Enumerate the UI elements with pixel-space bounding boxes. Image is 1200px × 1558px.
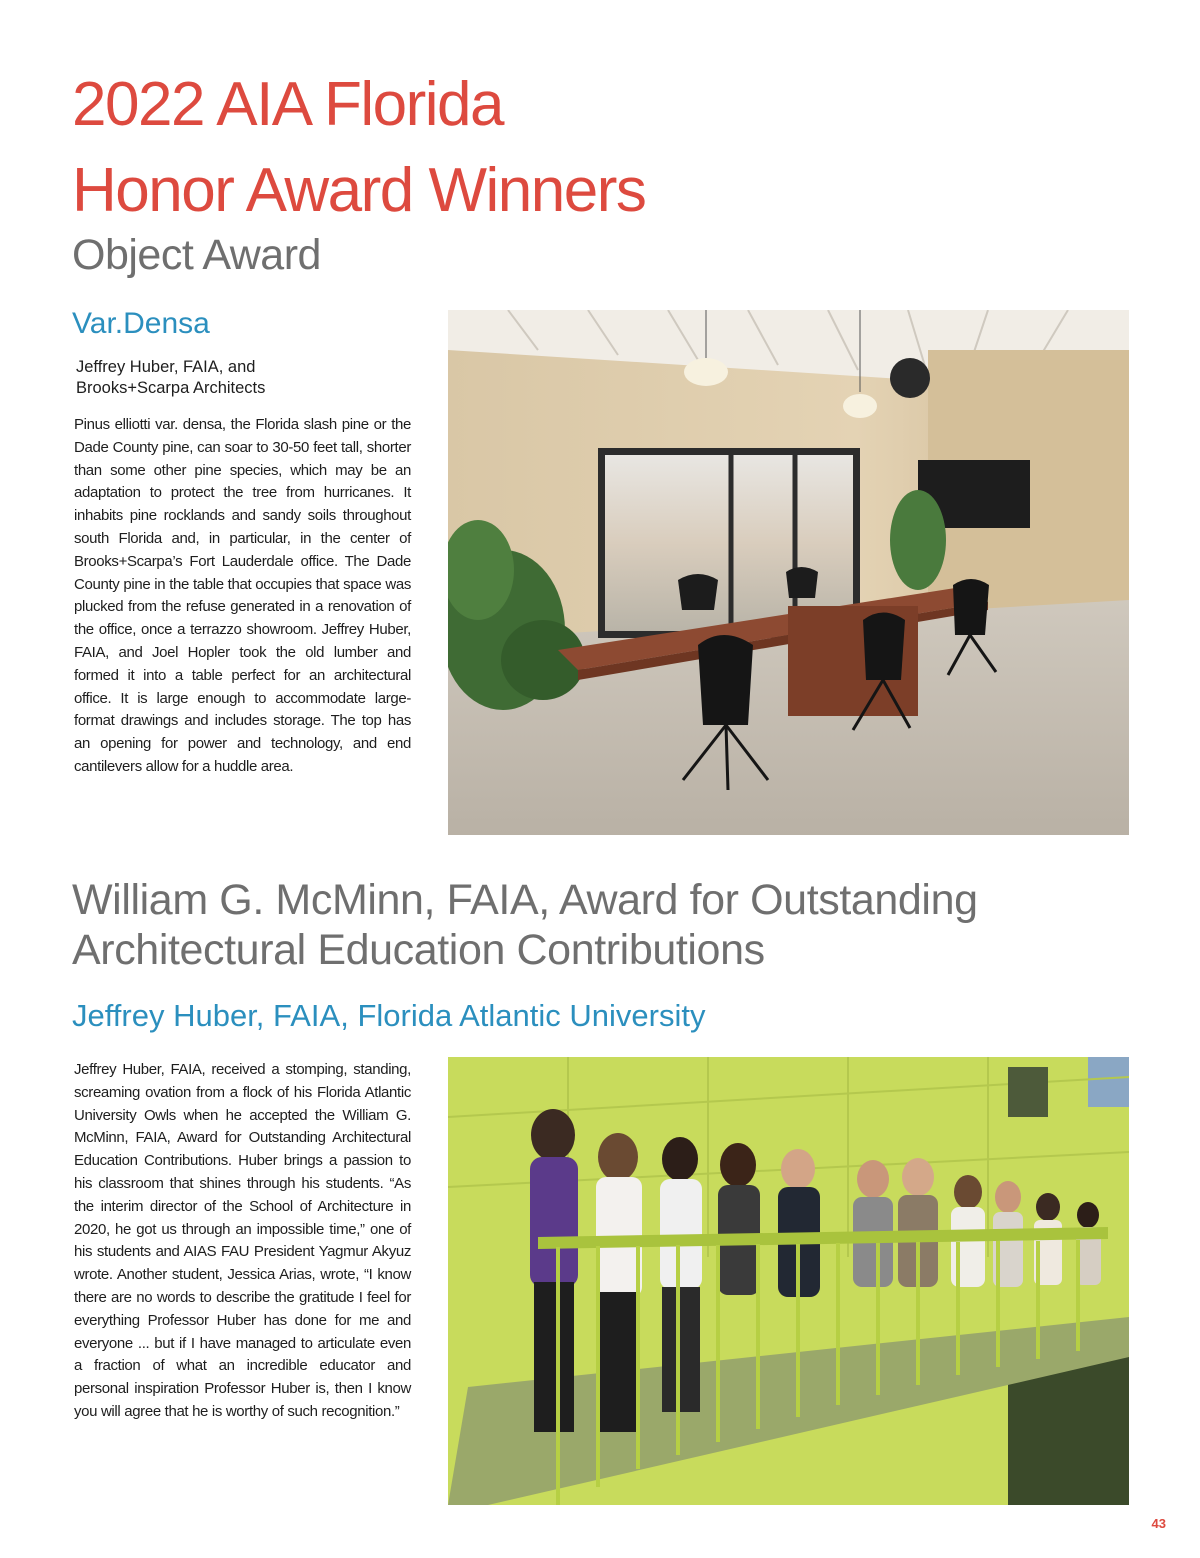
page-title-line-1: 2022 AIA Florida	[72, 70, 503, 139]
conference-room-photo	[448, 310, 1129, 835]
section-subtitle: Object Award	[72, 231, 321, 279]
project-name: Var.Densa	[72, 307, 210, 340]
award-heading	[72, 875, 978, 975]
award-heading-line-1: William G. McMinn, FAIA, Award for Outstanding	[72, 876, 978, 924]
object-award-body: Pinus elliotti var. densa, the Florida slash pine or the Dade County pine, can soar to 30-50 feet tall, shorter than some other pine species, which may be an adaptation to protect the tree from hurricanes. It inhabits pine rocklands and sandy soils throughout south Florida and, in particular, in the center of Brooks+Scarpa’s Fort Lauderdale office. The Dade County pine in the table that occupies that space was plucked from the refuse generated in a renovation of the office, once a terrazzo showroom. Jeffrey Huber, FAIA, and Joel Hopler took the old lumber and formed it into a table perfect for an architectural office. It is large enough to accommodate large-format drawings and includes storage. The top has an opening for power and technology, and end cantilevers allow for a huddle area.	[74, 416, 411, 775]
award-recipient: Jeffrey Huber, FAIA, Florida Atlantic University	[72, 998, 706, 1033]
credit-line-1: Jeffrey Huber, FAIA, and	[76, 358, 256, 376]
mcminn-award-body: Jeffrey Huber, FAIA, received a stomping, standing, screaming ovation from a flock of his Florida Atlantic University Owls when he accepted the William G. McMinn, FAIA, Award for Outstanding Architectural Education Contributions. Huber brings a passion to his classroom that shines through his students. “As the interim director of the School of Architecture in 2020, he got us through an impossible time,” one of his students and AIAS FAU President Yagmur Akyuz wrote. Another student, Jessica Arias, wrote, “I know there are no words to describe the gratitude I feel for everything Professor Huber has done for me and everyone ... but if I have managed to articulate even a fraction of what an incredible educator and personal inspiration Professor Huber is, then I know you will agree that he is worthy of such recognition.”	[74, 1061, 411, 1420]
page-title-line-2: Honor Award Winners	[72, 156, 646, 225]
page-number: 43	[1151, 1516, 1166, 1531]
award-heading-line-2: Architectural Education Contributions	[72, 926, 765, 974]
credit-line-2: Brooks+Scarpa Architects	[76, 379, 266, 397]
project-credits	[76, 357, 265, 399]
students-on-balcony-photo	[448, 1057, 1129, 1505]
